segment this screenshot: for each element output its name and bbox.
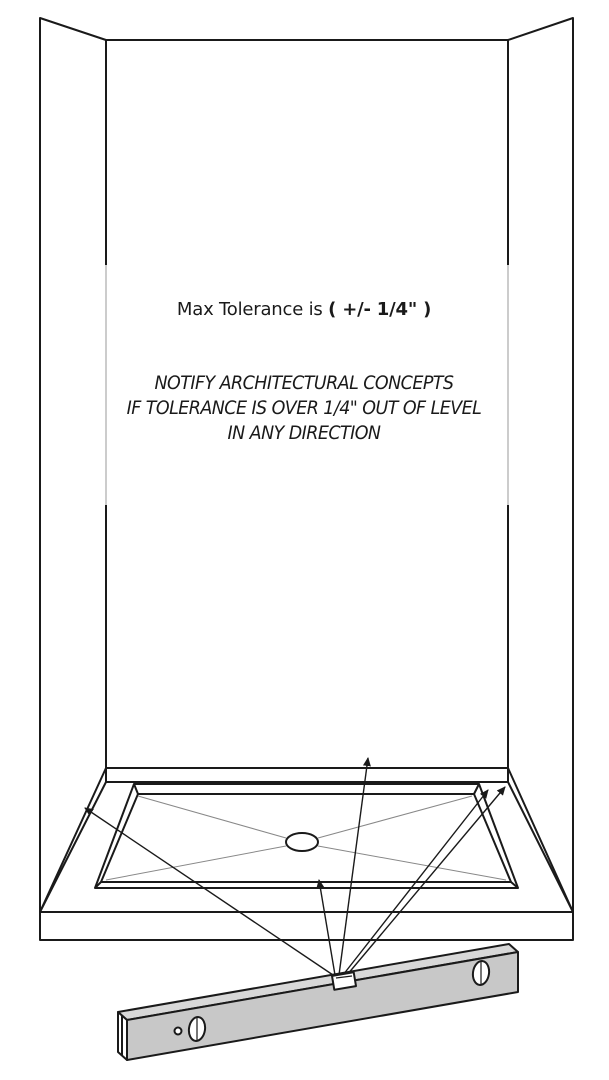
tolerance-label: Max Tolerance is bbox=[176, 299, 323, 320]
tolerance-line bbox=[70, 299, 538, 320]
notify-line-3: IN ANY DIRECTION bbox=[227, 422, 381, 444]
shower-base-front bbox=[40, 912, 573, 940]
spirit-level-icon bbox=[118, 944, 518, 1060]
back-ledge bbox=[106, 768, 508, 782]
notify-message bbox=[89, 371, 520, 446]
notify-line-1: NOTIFY ARCHITECTURAL CONCEPTS bbox=[154, 372, 454, 394]
notify-line-2: IF TOLERANCE IS OVER 1/4" OUT OF LEVEL bbox=[126, 397, 482, 419]
tolerance-value: ( +/- 1/4" ) bbox=[328, 299, 432, 320]
shower-drain-icon bbox=[286, 833, 318, 851]
tolerance-note-panel bbox=[70, 265, 538, 505]
